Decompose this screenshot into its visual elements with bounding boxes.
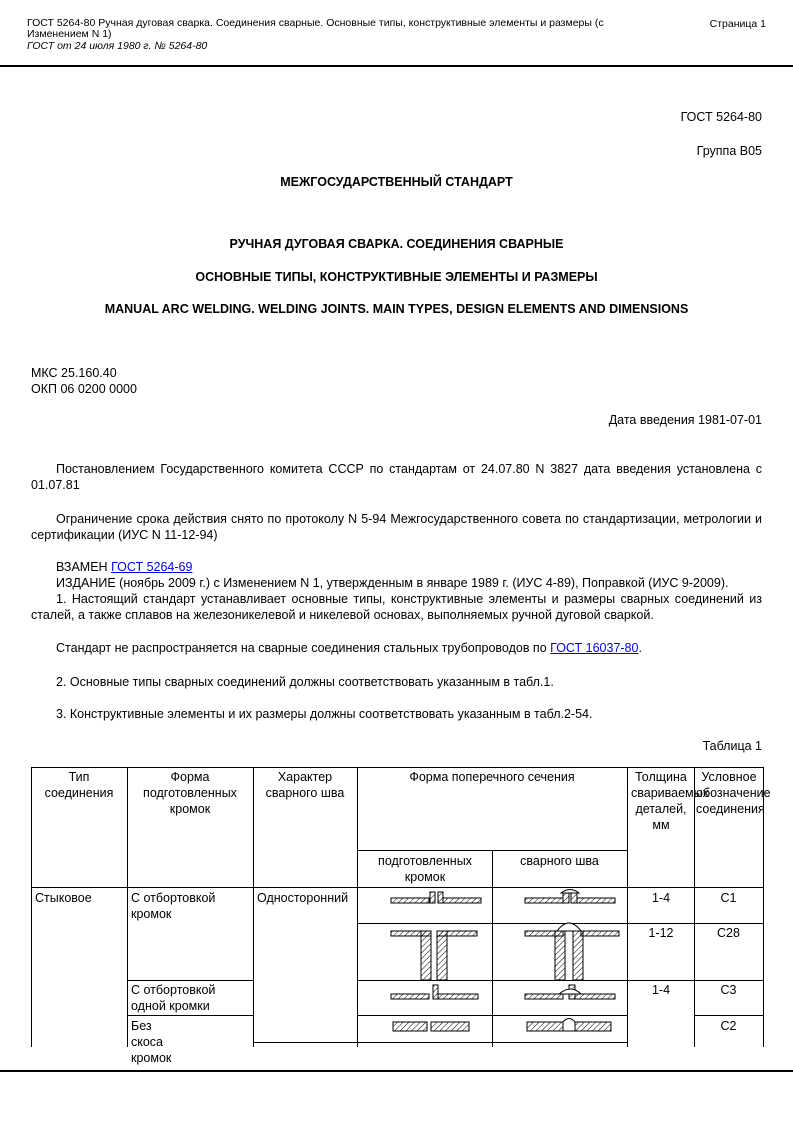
th-weld-seam: сварного шва <box>520 854 599 868</box>
doc-code: ГОСТ 5264-80 <box>680 110 762 124</box>
doc-title-ru-2: ОСНОВНЫЕ ТИПЫ, КОНСТРУКТИВНЫЕ ЭЛЕМЕНТЫ И РАЗМЕРЫ <box>195 270 598 284</box>
header-divider <box>0 65 793 67</box>
paragraph-replaced <box>31 559 762 575</box>
replaced-prefix: ВЗАМЕН <box>56 560 112 574</box>
paragraph-edition: ИЗДАНИЕ (ноябрь 2009 г.) с Изменением N 1, утвержденным в январе 1989 г. (ИУС 4-89), Поправкой (ИУС 9-2009). <box>56 576 729 590</box>
paragraph-validity: Ограничение срока действия снято по протоколу N 5-94 Межгосударственного совета по стандартизации, метрологии и сертификации (ИУС N 11-12-94) <box>31 512 762 542</box>
drawing-c2-weld <box>527 1019 611 1032</box>
drawing-c1-weld <box>525 890 615 904</box>
table-line <box>694 767 695 1047</box>
cell-code: С1 <box>720 891 737 905</box>
table-line <box>627 767 628 1047</box>
cell-thickness: 1-12 <box>648 926 674 940</box>
cell-thickness: 1-4 <box>651 891 671 905</box>
header-document-subtitle: ГОСТ от 24 июля 1980 г. № 5264-80 <box>27 40 208 52</box>
doc-okp: ОКП 06 0200 0000 <box>31 382 137 396</box>
table-line <box>31 767 763 768</box>
table-line <box>31 767 32 1047</box>
cell-code: С2 <box>720 1019 737 1033</box>
doc-group: Группа В05 <box>696 144 762 158</box>
th-designation: Условное обозначение соединения <box>696 770 771 816</box>
drawing-c1-prepared <box>391 892 481 903</box>
header-page-number: Страница 1 <box>709 18 766 30</box>
table-line <box>253 767 254 1047</box>
cell-edge-no-bevel: Без скоса кромок <box>131 1019 172 1065</box>
doc-title-en: MANUAL ARC WELDING. WELDING JOINTS. MAIN TYPES, DESIGN ELEMENTS AND DIMENSIONS <box>104 302 689 316</box>
drawing-c3-prepared <box>391 985 478 999</box>
scope-suffix: . <box>638 641 642 655</box>
paragraph-item-1: 1. Настоящий стандарт устанавливает основные типы, конструктивные элементы и размеры сварных соединений из сталей, а также сплавов на железоникелевой и никелевой основах, выполняемых ручной дуговой сваркой. <box>31 592 762 622</box>
cell-edge-flanged: С отбортовкой кромок <box>131 891 216 921</box>
table-line <box>127 767 128 1047</box>
table-line <box>694 1015 763 1016</box>
cell-char-one-sided: Односторонний <box>257 891 349 905</box>
table-caption: Таблица 1 <box>702 739 762 753</box>
th-seam-character: Характер сварного шва <box>265 770 345 800</box>
th-type: Тип соединения <box>44 770 114 800</box>
th-thickness: Толщина свариваемых деталей, мм <box>631 770 709 832</box>
doc-title-ru-1: РУЧНАЯ ДУГОВАЯ СВАРКА. СОЕДИНЕНИЯ СВАРНЫЕ <box>229 237 564 251</box>
paragraph-item-3: 3. Конструктивные элементы и их размеры должны соответствовать указанным в табл.2-54. <box>56 707 593 721</box>
drawing-c3-weld <box>525 985 615 999</box>
drawing-c28-prepared <box>391 931 477 980</box>
paragraph-scope <box>31 640 762 656</box>
cell-thickness: 1-4 <box>651 983 671 997</box>
table-line <box>127 980 253 981</box>
table-line <box>253 1042 357 1043</box>
th-prepared-edges: подготовленных кромок <box>378 854 472 884</box>
drawing-c2-prepared <box>393 1022 469 1031</box>
cross-section-drawings <box>357 887 627 1047</box>
doc-mks: МКС 25.160.40 <box>31 366 117 380</box>
th-edge-form: Форма подготовленных кромок <box>143 770 237 816</box>
drawing-c28-weld <box>525 923 619 980</box>
doc-kind: МЕЖГОСУДАРСТВЕННЫЙ СТАНДАРТ <box>280 175 513 189</box>
link-gost-5264-69[interactable]: ГОСТ 5264-69 <box>111 560 193 574</box>
paragraph-decree: Постановлением Государственного комитета СССР по стандартам от 24.07.80 N 3827 дата введения установлена с 01.07.81 <box>31 462 762 492</box>
th-cross-section: Форма поперечного сечения <box>409 770 575 784</box>
header-document-title: ГОСТ 5264-80 Ручная дуговая сварка. Соединения сварные. Основные типы, конструктивные элементы и размеры (с Изменением N 1) <box>27 17 604 40</box>
table-line <box>127 1015 253 1016</box>
cell-code: С3 <box>720 983 737 997</box>
cell-edge-one-flanged: С отбортовкой одной кромки <box>131 983 216 1013</box>
cell-code: С28 <box>717 926 740 940</box>
doc-date-intro: Дата введения 1981-07-01 <box>608 413 762 427</box>
scope-prefix: Стандарт не распространяется на сварные соединения стальных трубопроводов по <box>56 641 551 655</box>
footer-divider <box>0 1070 793 1072</box>
cell-type-butt: Стыковое <box>35 891 92 905</box>
paragraph-item-2: 2. Основные типы сварных соединений должны соответствовать указанным в табл.1. <box>56 675 554 689</box>
link-gost-16037-80[interactable]: ГОСТ 16037-80 <box>550 641 639 655</box>
